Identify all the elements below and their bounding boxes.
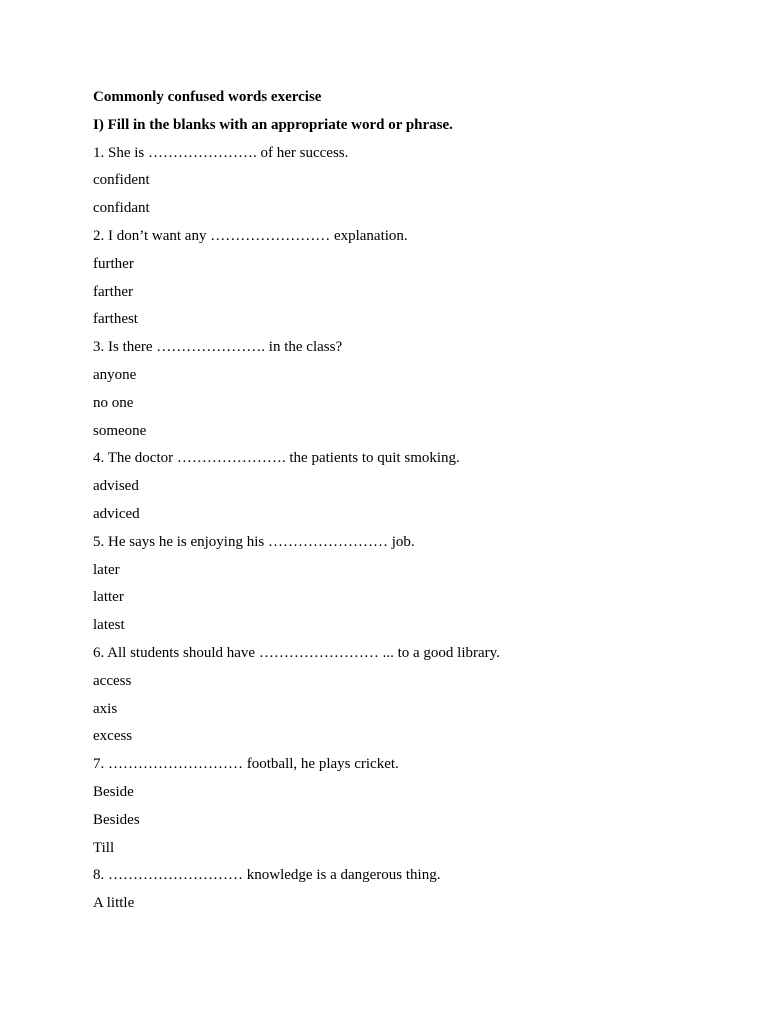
question-3	[93, 334, 713, 445]
answer-option: further	[93, 255, 134, 272]
document-page	[93, 84, 713, 918]
question-7	[93, 751, 713, 862]
question-6	[93, 640, 713, 751]
answer-option: farthest	[93, 311, 138, 328]
answer-option: Beside	[93, 783, 134, 800]
question-prompt: 7. ……………………… football, he plays cricket.	[93, 756, 399, 773]
question-5	[93, 529, 713, 640]
answer-option: axis	[93, 700, 118, 717]
answer-option: someone	[93, 422, 147, 439]
answer-option: adviced	[93, 505, 140, 522]
answer-option: confidant	[93, 200, 150, 217]
answer-option: advised	[93, 478, 139, 495]
answer-option: latter	[93, 589, 124, 606]
exercise-instruction: I) Fill in the blanks with an appropriate word or phrase.	[93, 116, 453, 133]
answer-option: no one	[93, 394, 134, 411]
question-prompt: 6. All students should have …………………… ... to a good library.	[93, 644, 500, 661]
document-title: Commonly confused words exercise	[93, 89, 322, 105]
answer-option: latest	[93, 617, 125, 634]
answer-option: excess	[93, 728, 133, 745]
question-prompt: 1. She is …………………. of her success.	[93, 144, 349, 161]
answer-option: access	[93, 672, 132, 689]
question-prompt: 8. ……………………… knowledge is a dangerous thing.	[93, 867, 441, 884]
answer-option: Till	[93, 839, 115, 856]
question-prompt: 4. The doctor …………………. the patients to quit smoking.	[93, 450, 460, 467]
answer-option: confident	[93, 172, 150, 189]
question-prompt: 2. I don’t want any …………………… explanation.	[93, 227, 408, 244]
answer-option: Besides	[93, 811, 140, 828]
answer-option: A little	[93, 895, 135, 912]
question-prompt: 3. Is there …………………. in the class?	[93, 339, 343, 356]
question-8	[93, 862, 713, 918]
answer-option: anyone	[93, 366, 137, 383]
answer-option: farther	[93, 283, 133, 300]
question-prompt: 5. He says he is enjoying his …………………… job.	[93, 533, 415, 550]
question-1	[93, 140, 713, 223]
question-2	[93, 223, 713, 334]
answer-option: later	[93, 561, 120, 578]
question-4	[93, 445, 713, 528]
